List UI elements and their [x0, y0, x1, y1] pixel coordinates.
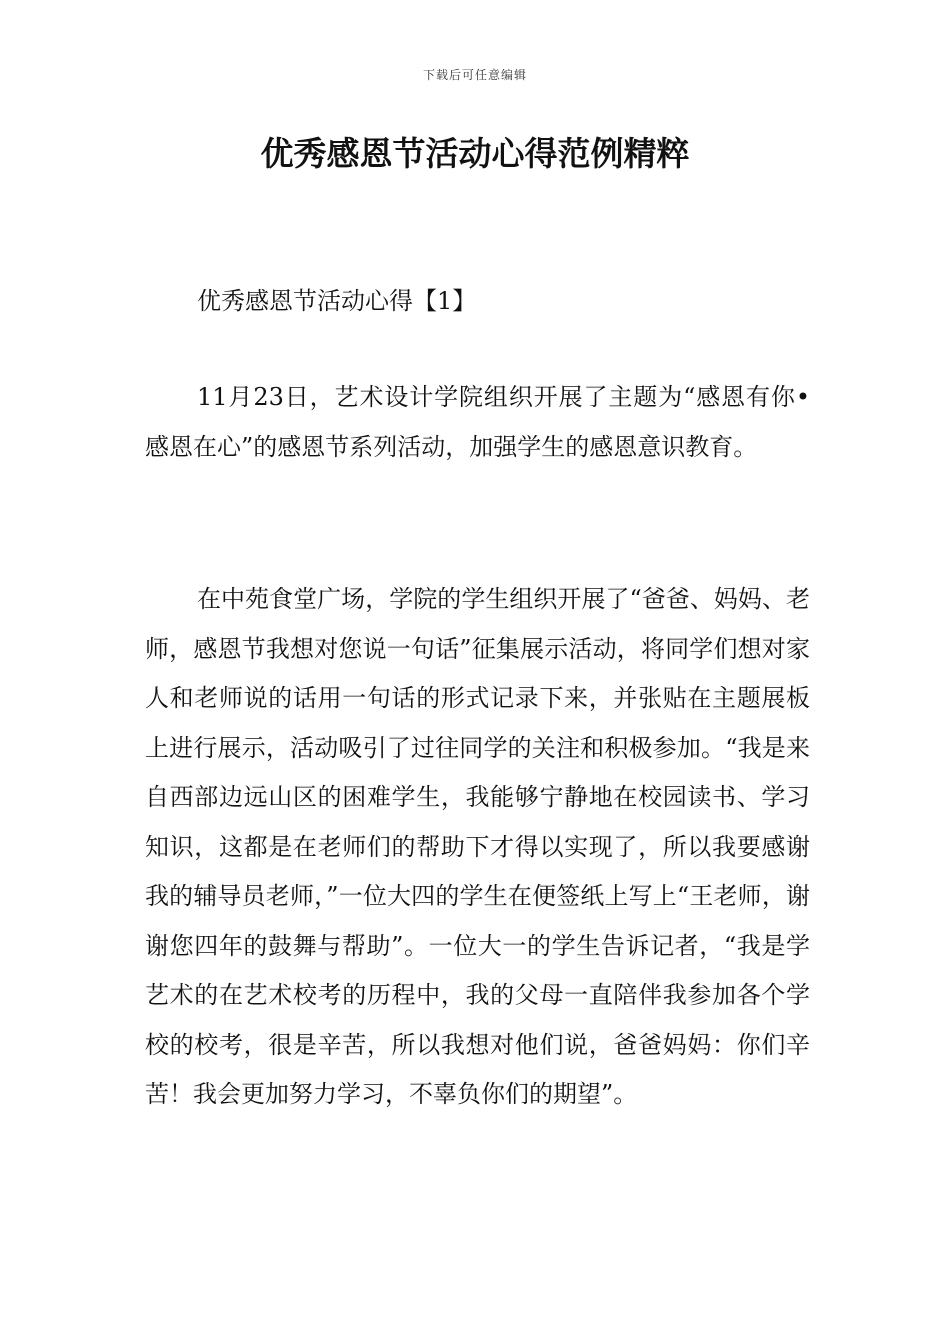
document-title: 优秀感恩节活动心得范例精粹 [260, 134, 690, 173]
paragraph-2: 在中苑食堂广场，学院的学生组织开展了“爸爸、妈妈、老师，感恩节我想对您说一句话”征集展示活动，将同学们想对家人和老师说的话用一句话的形式记录下来，并张贴在主题展板上进行展示，活动吸引了过往同学的关注和积极参加。“我是来自西部边远山区的困难学生，我能够宁静地在校园读书、学习知识，这都是在老师们的帮助下才得以实现了，所以我要感谢我的辅导员老师，”一位大四的学生在便签纸上写上“王老师，谢谢您四年的鼓舞与帮助”。一位大一的学生告诉记者，“我是学艺术的在艺术校考的历程中，我的父母一直陪伴我参加各个学校的校考，很是辛苦，所以我想对他们说，爸爸妈妈：你们辛苦！我会更加努力学习，不辜负你们的期望”。 [145, 585, 810, 1108]
section-heading: 优秀感恩节活动心得【1】 [197, 287, 477, 315]
paragraph-1: 11月23日，艺术设计学院组织开展了主题为“感恩有你•感恩在心”的感恩节系列活动，加强学生的感恩意识教育。 [145, 383, 810, 461]
header-note: 下载后可任意编辑 [422, 68, 527, 82]
